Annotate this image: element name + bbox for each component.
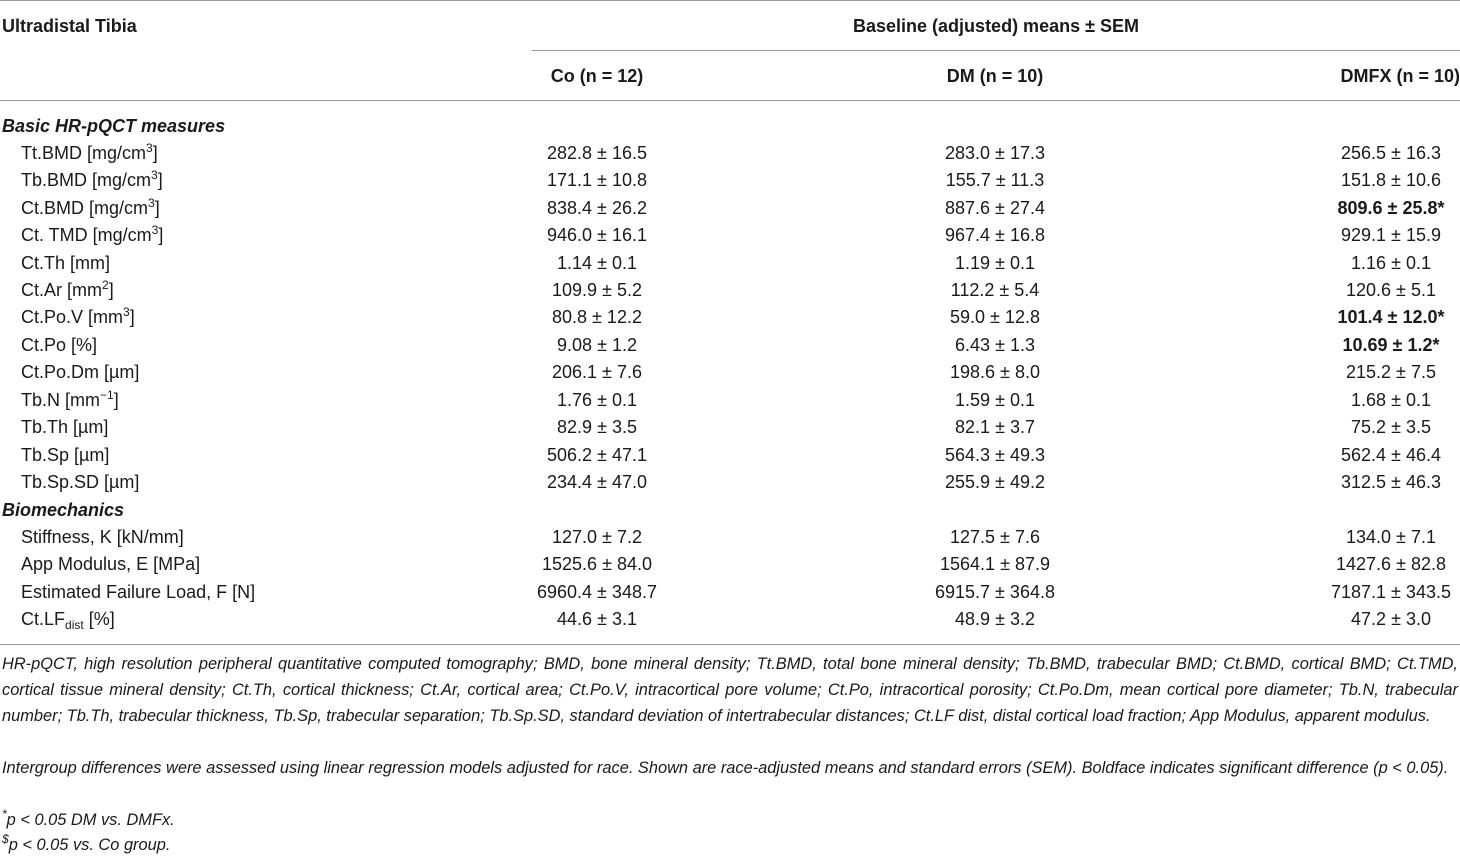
row-label: Ct.Th [mm]: [21, 253, 110, 273]
cell-dmfx: 134.0 ± 7.1: [1346, 527, 1436, 547]
cell-dm: 127.5 ± 7.6: [950, 527, 1040, 547]
table-row: [0, 524, 1460, 551]
column-header-co: Co (n = 12): [550, 66, 644, 86]
cell-co: 127.0 ± 7.2: [552, 527, 642, 547]
cell-dmfx: 562.4 ± 46.4: [1341, 445, 1441, 465]
row-label: Stiffness, K [kN/mm]: [21, 527, 184, 547]
section-title: Basic HR-pQCT measures: [2, 116, 226, 136]
cell-dm: 82.1 ± 3.7: [955, 417, 1035, 437]
cell-co: 44.6 ± 3.1: [557, 609, 637, 629]
group-header-rule: [532, 50, 1460, 51]
cell-dmfx: 120.6 ± 5.1: [1346, 280, 1436, 300]
cell-co: 206.1 ± 7.6: [552, 362, 642, 382]
table-row: [0, 579, 1460, 606]
table-row: [0, 359, 1460, 386]
cell-co: 506.2 ± 47.1: [547, 445, 647, 465]
row-label: Tt.BMD $[mg/cm^3]$: [21, 141, 158, 163]
cell-dmfx: 215.2 ± 7.5: [1346, 362, 1436, 382]
footnote-star-text: p < 0.05 DM vs. DMFx.: [6, 811, 175, 829]
cell-dm: 255.9 ± 49.2: [945, 472, 1045, 492]
cell-dmfx: 7187.1 ± 343.5: [1331, 582, 1451, 602]
cell-co: 1.14 ± 0.1: [557, 253, 637, 273]
cell-dmfx: 256.5 ± 16.3: [1341, 143, 1441, 163]
cell-co: 80.8 ± 12.2: [552, 307, 642, 327]
cell-dmfx: 151.8 ± 10.6: [1341, 170, 1441, 190]
cell-dmfx-significant: 101.4 ± 12.0*: [1337, 307, 1445, 327]
table-row: [0, 277, 1460, 304]
cell-dm: 1564.1 ± 87.9: [940, 554, 1050, 574]
table-row: [0, 167, 1460, 194]
row-label: Tb.Sp [µm]: [21, 445, 110, 465]
cell-dmfx-significant: 10.69 ± 1.2*: [1342, 335, 1440, 355]
row-label: $Ct.LF_{dist}$ [%]: [21, 609, 115, 632]
table-row: [0, 387, 1460, 414]
cell-dmfx: 1427.6 ± 82.8: [1336, 554, 1446, 574]
cell-co: 109.9 ± 5.2: [552, 280, 642, 300]
cell-dmfx-significant: 809.6 ± 25.8*: [1337, 198, 1445, 218]
cell-dm: 6915.7 ± 364.8: [935, 582, 1055, 602]
cell-co: 838.4 ± 26.2: [547, 198, 647, 218]
footnote-dollar-mark: $: [2, 832, 9, 846]
row-label: Ct.Po.V $[mm^3]$: [21, 305, 135, 327]
table-top-rule: [0, 0, 1460, 1]
cell-co: 9.08 ± 1.2: [557, 335, 637, 355]
cell-dmfx: 1.16 ± 0.1: [1351, 253, 1431, 273]
footnote-star: [2, 807, 175, 833]
cell-dm: 6.43 ± 1.3: [955, 335, 1035, 355]
row-label: Ct. TMD $[mg/cm^3]$: [21, 223, 164, 245]
row-label: Ct.Po [%]: [21, 335, 98, 355]
row-label: Tb.BMD $[mg/cm^3]$: [21, 168, 163, 190]
row-label: Ct.BMD $[mg/cm^3]$: [21, 196, 160, 218]
table-row: [0, 606, 1460, 633]
stub-header: Ultradistal Tibia: [2, 16, 137, 36]
cell-co: 171.1 ± 10.8: [547, 170, 647, 190]
cell-dm: 112.2 ± 5.4: [950, 280, 1040, 300]
cell-dm: 967.4 ± 16.8: [945, 225, 1045, 245]
cell-dmfx: 929.1 ± 15.9: [1341, 225, 1441, 245]
group-header: Baseline (adjusted) means ± SEM: [853, 16, 1139, 36]
cell-co: 282.8 ± 16.5: [547, 143, 647, 163]
table-row: [0, 551, 1460, 578]
table-bottom-rule: [0, 644, 1460, 645]
cell-co: 1525.6 ± 84.0: [542, 554, 652, 574]
table-row: [0, 469, 1460, 496]
cell-dmfx: 312.5 ± 46.3: [1341, 472, 1441, 492]
cell-dmfx: 47.2 ± 3.0: [1351, 609, 1431, 629]
column-header-dm: DM (n = 10): [946, 66, 1044, 86]
row-label: Tb.Th [µm]: [21, 417, 109, 437]
cell-co: 6960.4 ± 348.7: [537, 582, 657, 602]
table-row: [0, 414, 1460, 441]
cell-co: 82.9 ± 3.5: [557, 417, 637, 437]
column-header-dmfx: DMFX (n = 10): [1340, 66, 1460, 86]
header-bottom-rule: [0, 100, 1460, 101]
cell-dm: 48.9 ± 3.2: [955, 609, 1035, 629]
footnote-dollar: [2, 832, 170, 858]
cell-dm: 564.3 ± 49.3: [945, 445, 1045, 465]
cell-dm: 283.0 ± 17.3: [945, 143, 1045, 163]
table-row: [0, 140, 1460, 167]
row-label: App Modulus, E [MPa]: [21, 554, 201, 574]
table-row: [0, 304, 1460, 331]
footnote-abbreviations: HR-pQCT, high resolution peripheral quantitative computed tomography; BMD, bone mineral density; Tt.BMD, total bone mineral density; Tb.BMD, trabecular BMD; Ct.BMD, cortical BMD; Ct.TMD, cortical tissue mineral density; Ct.Th, cortical thickness; Ct.Ar, cortical area; Ct.Po.V, intracortical pore volume; Ct.Po, intracortical porosity; Ct.Po.Dm, mean cortical pore diameter; Tb.N, trabecular number; Tb.Th, trabecular thickness, Tb.Sp, trabecular separation; Tb.Sp.SD, standard deviation of intertrabecular distances; Ct.LF dist, distal cortical load fraction; App Modulus, apparent modulus.: [2, 655, 1458, 725]
row-label: Tb.Sp.SD [µm]: [21, 472, 140, 492]
cell-dmfx: 1.68 ± 0.1: [1351, 390, 1431, 410]
row-label: Tb.N $[mm^{-1}]$: [21, 388, 119, 410]
table-row: [0, 195, 1460, 222]
cell-co: 234.4 ± 47.0: [547, 472, 647, 492]
row-label: Ct.Po.Dm [µm]: [21, 362, 140, 382]
cell-dmfx: 75.2 ± 3.5: [1351, 417, 1431, 437]
cell-dm: 198.6 ± 8.0: [950, 362, 1040, 382]
footnote-star-mark: *: [2, 807, 7, 821]
table-row: [0, 222, 1460, 249]
cell-dm: 1.59 ± 0.1: [955, 390, 1035, 410]
cell-dm: 59.0 ± 12.8: [950, 307, 1040, 327]
cell-dm: 1.19 ± 0.1: [955, 253, 1035, 273]
row-label: Estimated Failure Load, F [N]: [21, 582, 256, 602]
row-label: Ct.Ar $[mm^2]$: [21, 278, 114, 300]
cell-co: 946.0 ± 16.1: [547, 225, 647, 245]
cell-dm: 155.7 ± 11.3: [945, 170, 1045, 190]
table-row: [0, 442, 1460, 469]
footnote-methods: Intergroup differences were assessed using linear regression models adjusted for race. Shown are race-adjusted means and standard errors (SEM). Boldface indicates significant difference (p < 0.05).: [2, 759, 1449, 777]
footnote-dollar-text: p < 0.05 vs. Co group.: [8, 836, 171, 854]
section-title: Biomechanics: [2, 500, 125, 520]
table-row: [0, 250, 1460, 277]
cell-co: 1.76 ± 0.1: [557, 390, 637, 410]
cell-dm: 887.6 ± 27.4: [945, 198, 1045, 218]
table-row: [0, 332, 1460, 359]
